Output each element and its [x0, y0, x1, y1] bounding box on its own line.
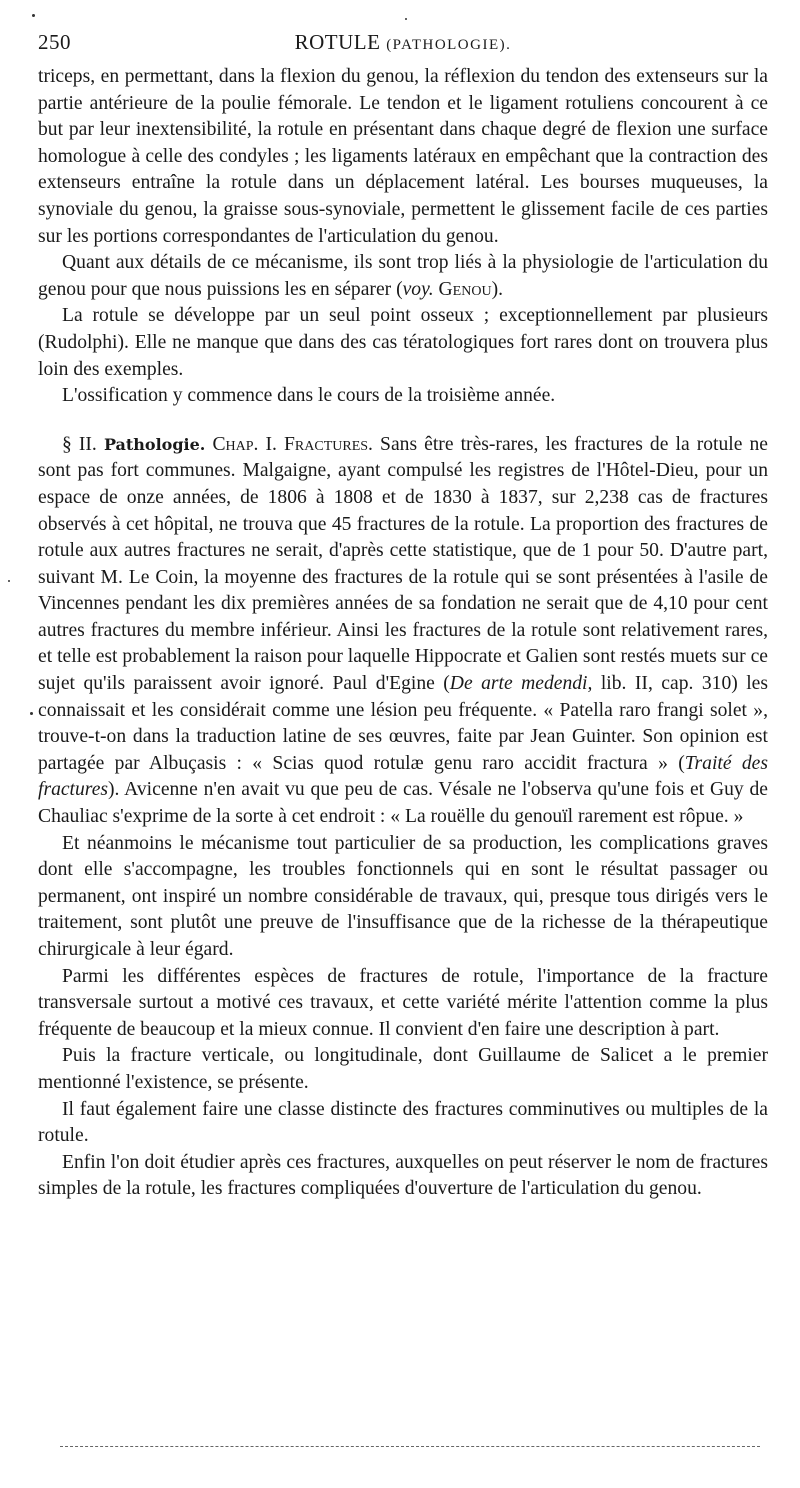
paragraph-comminutives: Il faut également faire une classe distincte des fractures comminutives ou multiples de la rotule. — [38, 1098, 768, 1147]
work-title: De arte medendi, — [449, 673, 593, 695]
paragraph-ossification: L'ossification y commence dans le cours de la troisième année. — [62, 385, 556, 407]
paragraph-text: ). Avicenne n'en avait vu que peu de cas. Vésale ne l'observa qu'une fois et Guy de Chauliac s'exprime de la sorte à cet endroit : « La rouëlle du genouïl rarement est rôpue. » — [38, 779, 768, 828]
ink-speck — [30, 712, 33, 715]
chapter-heading: Chap. I. Fractures. — [212, 433, 373, 455]
body-text — [38, 64, 768, 1203]
paragraph-mecanisme — [38, 250, 768, 303]
ink-speck — [405, 18, 407, 20]
paragraph-pathologie — [38, 432, 768, 831]
page-number: 250 — [38, 30, 71, 54]
paragraph-text: ). — [491, 278, 503, 300]
paragraph-text: lib. II, cap. 310) les connaissait et les considérait comme une lésion peu fréquente. « Patella raro frangi solet », trouve-t-on dans la traduction latine de ses œuvres, faite par Jean Guinter. Son opinion est partagée par Albuçasis : « Scias quod rotulæ genu raro accidit fractura » ( — [38, 673, 768, 774]
paragraph-complications: Et néanmoins le mécanisme tout particulier de sa production, les complications graves dont elle s'accompagne, les troubles fonctionnels qui en sont le résultat passager ou permanent, ont inspiré un nombre considérable de travaux, qui, presque tous dirigés vers le traitement, sont plutôt une preuve de l'insuffisance que de la richesse de la thérapeutique chirurgicale à leur égard. — [38, 832, 768, 960]
section-heading: Pathologie. — [103, 434, 206, 454]
work-title: Traité des fractures — [38, 752, 768, 801]
running-title-subtitle: (PATHOLOGIE). — [386, 37, 512, 53]
section-break — [38, 410, 768, 432]
running-title-main: ROTULE — [294, 30, 381, 54]
page — [38, 28, 768, 1203]
paragraph-text: Sans être très-rares, les fractures de la rotule ne sont pas fort communes. Malgaigne, ayant compulsé les registres de l'Hôtel-Dieu, pour un espace de onze années, de 1806 à 1808 et de 1830 à 1837, sur 2,238 cas de fractures observés à cet hôpital, ne trouva que 45 fractures de la rotule. La proportion des fractures de rotule aux autres fractures ne serait, d'après cette statistique, que de 1 pour 50. D'autre part, suivant M. Le Coin, la moyenne des fractures de la rotule qui se sont présentées à l'asile de Vincennes pendant les dix premières années de sa fondation ne serait que de 4,10 pour cent autres fractures du membre inférieur. Ainsi les fractures de la rotule sont relativement rares, et telle est probablement la raison pour laquelle Hippocrate et Galien sont restés muets sur ce sujet qu'ils paraissent avoir ignoré. Paul d'Egine ( — [38, 433, 769, 695]
paragraph-transversale: Parmi les différentes espèces de fractures de rotule, l'importance de la fracture transversale surtout a motivé ces travaux, et cette variété mérite l'attention comme la plus fréquente de beaucoup et la mieux connue. Il convient d'en faire une description à part. — [38, 965, 768, 1040]
cross-reference-voy: voy. — [402, 278, 434, 300]
section-number: § II. — [62, 433, 97, 455]
paragraph-developpement: La rotule se développe par un seul point osseux ; exceptionnellement par plusieurs (Rudolphi). Elle ne manque que dans des cas tératologiques fort rares dont on trouvera plus loin des exemples. — [38, 305, 768, 380]
paragraph-continuation: triceps, en permettant, dans la flexion du genou, la réflexion du tendon des extenseurs sur la partie antérieure de la poulie fémorale. Le tendon et le ligament rotuliens concourent à ce but par leur inextensibilité, la rotule en présentant dans chaque degré de flexion une surface homologue à celle des condyles ; les ligaments latéraux en empêchant que la contraction des extenseurs entraîne la rotule dans un déplacement latéral. Les bourses muqueuses, la synoviale du genou, la graisse sous-synoviale, permettent le glissement facile de ces parties sur les portions correspondantes de l'articulation du genou. — [38, 66, 768, 247]
running-head — [38, 28, 768, 60]
paragraph-verticale: Puis la fracture verticale, ou longitudinale, dont Guillaume de Salicet a le premier mentionné l'existence, se présente. — [38, 1045, 768, 1093]
paragraph-text: Quant aux détails de ce mécanisme, ils sont trop liés à la physiologie de l'articulation du genou pour que nous puissions les en séparer ( — [38, 252, 768, 300]
paragraph-compliquees: Enfin l'on doit étudier après ces fractures, auxquelles on peut réserver le nom de fractures simples de la rotule, les fractures compliquées d'ouverture de l'articulation du genou. — [38, 1151, 768, 1200]
running-title — [38, 30, 768, 55]
ink-speck — [32, 14, 35, 17]
ink-speck — [8, 580, 10, 582]
footer-rule — [60, 1446, 760, 1447]
cross-reference-genou: Genou — [438, 278, 492, 300]
